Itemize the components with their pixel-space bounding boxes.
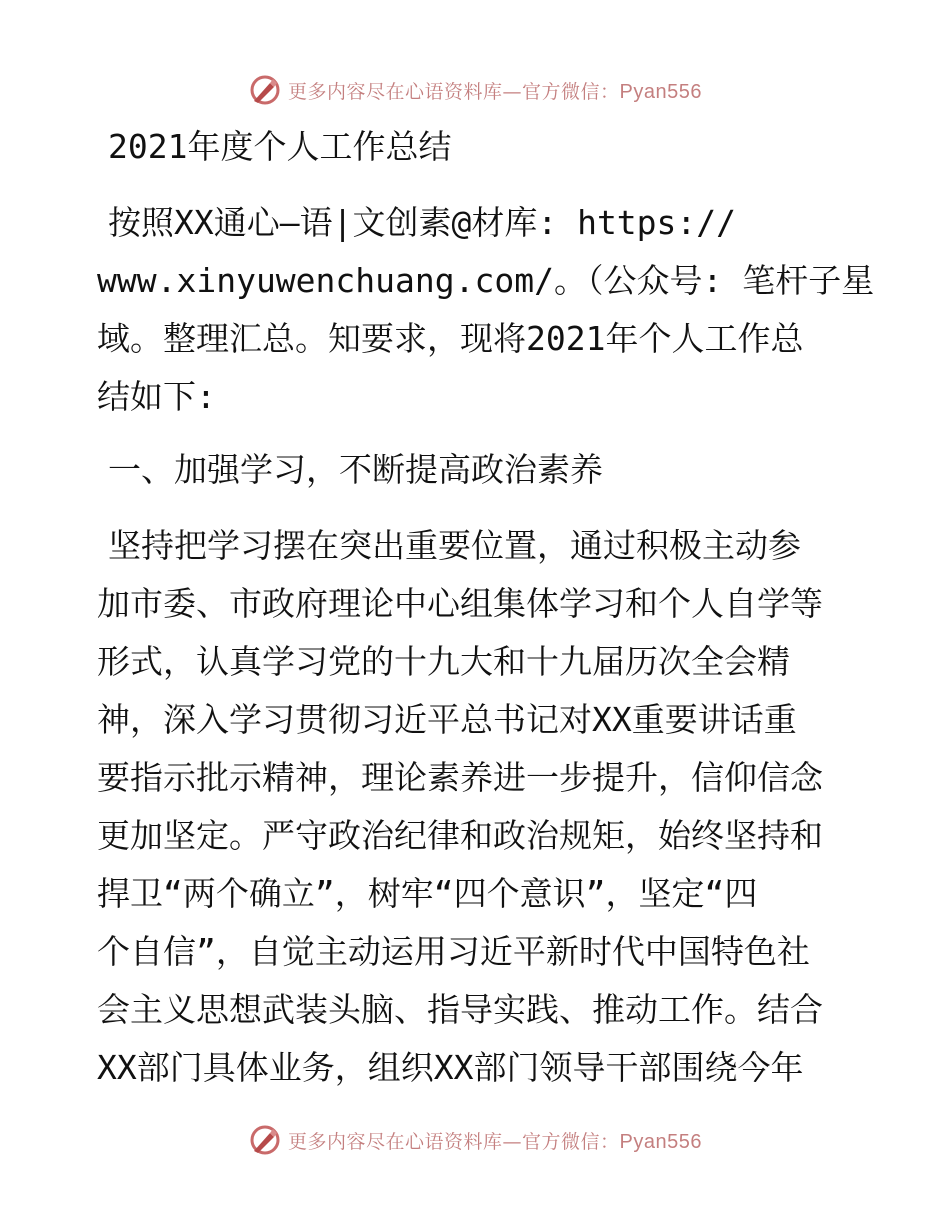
watermark-cn-text: 更多内容尽在心语资料库—官方微信： xyxy=(288,80,620,103)
section-heading: 一、加强学习，不断提高政治素养 xyxy=(108,450,603,489)
document-title: 2021年度个人工作总结 xyxy=(108,127,452,166)
body-line: 神，深入学习贯彻习近平总书记对XX重要讲话重 xyxy=(97,700,797,739)
body-line: 捍卫“两个确立”，树牢“四个意识”，坚定“四 xyxy=(97,874,758,913)
body-paragraph xyxy=(97,517,857,1097)
intro-paragraph xyxy=(97,194,875,426)
body-line: XX部门具体业务，组织XX部门领导干部围绕今年 xyxy=(97,1048,804,1087)
header-watermark xyxy=(0,70,950,110)
body-line: 个自信”，自觉主动运用习近平新时代中国特色社 xyxy=(97,932,810,971)
intro-line: 域。整理汇总。知要求，现将2021年个人工作总 xyxy=(97,319,804,358)
pen-logo-icon xyxy=(248,73,282,107)
pen-logo-icon xyxy=(248,1123,282,1157)
body-line: 更加坚定。严守政治纪律和政治规矩，始终坚持和 xyxy=(97,816,823,855)
footer-watermark xyxy=(0,1120,950,1160)
watermark-group xyxy=(248,73,702,107)
body-line: 坚持把学习摆在突出重要位置，通过积极主动参 xyxy=(108,526,801,565)
watermark-text xyxy=(288,77,702,104)
body-line: 要指示批示精神，理论素养进一步提升，信仰信念 xyxy=(97,758,823,797)
watermark-cn-text: 更多内容尽在心语资料库—官方微信： xyxy=(288,1130,620,1153)
watermark-group xyxy=(248,1123,702,1157)
intro-line: 结如下: xyxy=(97,377,216,416)
watermark-wechat-id: Pyan556 xyxy=(619,80,702,103)
body-line: 会主义思想武装头脑、指导实践、推动工作。结合 xyxy=(97,990,823,1029)
intro-line: 按照XX通心—语|文创素@材库: https:// xyxy=(108,203,737,242)
intro-line: www.xinyuwenchuang.com/。（公众号: 笔杆子星 xyxy=(97,261,875,300)
watermark-text xyxy=(288,1127,702,1154)
watermark-wechat-id: Pyan556 xyxy=(619,1130,702,1153)
body-line: 形式，认真学习党的十九大和十九届历次全会精 xyxy=(97,642,790,681)
body-line: 加市委、市政府理论中心组集体学习和个人自学等 xyxy=(97,584,823,623)
